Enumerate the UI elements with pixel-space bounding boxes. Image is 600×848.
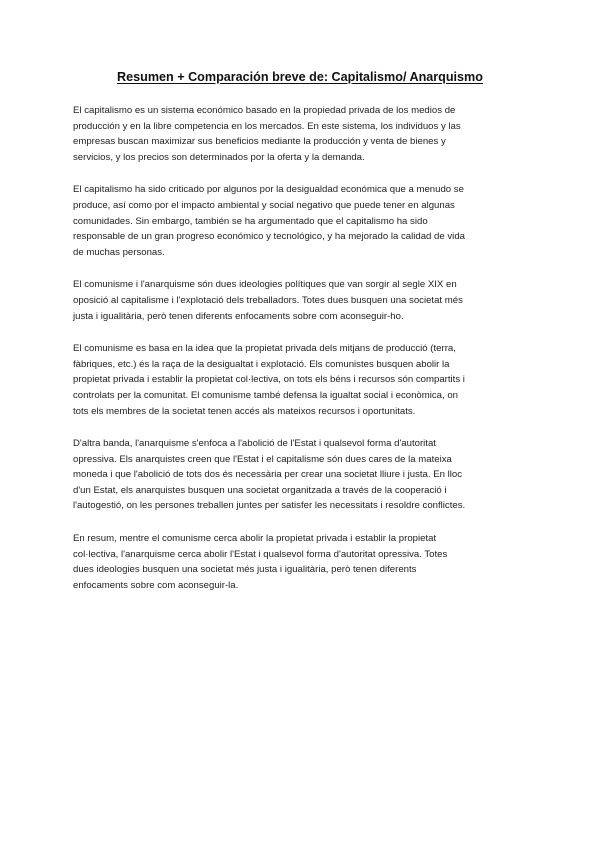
paragraph-ideologies-intro bbox=[73, 277, 529, 324]
text-line: oposició al capitalisme i l'explotació dels treballadors. Totes dues busquen una societat més bbox=[73, 294, 463, 306]
text-line: d'un Estat, els anarquistes busquen una societat organitzada a través de la cooperació i bbox=[73, 484, 447, 496]
text-line: servicios, y los precios son determinados por la oferta y la demanda. bbox=[73, 151, 365, 163]
text-line: producción y en la libre competencia en los mercados. En este sistema, los individuos y las bbox=[73, 120, 461, 132]
text-line: produce, así como por el impacto ambiental y social negativo que puede tener en algunas bbox=[73, 199, 455, 211]
paragraph-capitalism-criticism bbox=[73, 182, 529, 260]
text-line: de muchas personas. bbox=[73, 246, 165, 258]
paragraph-summary bbox=[73, 531, 529, 593]
document-title: Resumen + Comparación breve de: Capitalismo/ Anarquismo bbox=[117, 70, 483, 84]
text-line: D'altra banda, l'anarquisme s'enfoca a l'abolició de l'Estat i qualsevol forma d'autoritat bbox=[73, 438, 436, 450]
text-line: En resum, mentre el comunisme cerca abolir la propietat privada i establir la propietat bbox=[73, 533, 437, 545]
text-line: fàbriques, etc.) és la raça de la desigualtat i explotació. Els comunistes busquen abolir la bbox=[73, 358, 450, 370]
text-line: empresas buscan maximizar sus beneficios mediante la producción y venta de bienes y bbox=[73, 136, 446, 148]
text-line: enfocaments sobre com aconseguir-la. bbox=[73, 579, 239, 591]
text-line: moneda i que l'abolició de tots dos és necessària per crear una societat lliure i justa. En lloc bbox=[73, 469, 462, 481]
text-line: dues ideologies busquen una societat més justa i igualitària, però tenen diferents bbox=[73, 564, 417, 576]
text-line: controlats per la comunitat. El comunisme també defensa la igualtat social i econòmica, on bbox=[73, 389, 459, 401]
document-body bbox=[73, 103, 529, 610]
text-line: justa i igualitària, però tenen diferents enfocaments sobre com aconseguir-ho. bbox=[73, 310, 404, 322]
text-line: El capitalismo es un sistema económico basado en la propiedad privada de los medios de bbox=[73, 105, 456, 116]
text-line: responsable de un gran progreso económico y tecnológico, y ha mejorado la calidad de vida bbox=[73, 231, 465, 243]
text-line: El comunisme i l'anarquisme són dues ideologies polítiques que van sorgir al segle XIX en bbox=[73, 279, 457, 291]
paragraph-capitalism-definition bbox=[73, 103, 529, 165]
text-line: l'autogestió, on les persones treballen juntes per satisfer les necessitats i resoldre conflictes. bbox=[73, 500, 466, 512]
text-line: opressiva. Els anarquistes creen que l'Estat i el capitalisme són dues cares de la mateixa bbox=[73, 453, 452, 465]
text-line: comunidades. Sin embargo, también se ha argumentado que el capitalismo ha sido bbox=[73, 215, 428, 227]
paragraph-communism bbox=[73, 341, 529, 419]
text-line: col·lectiva, l'anarquisme cerca abolir l'Estat i qualsevol forma d'autoritat opressiva. Totes bbox=[73, 548, 448, 560]
text-line: El capitalismo ha sido criticado por algunos por la desigualdad económica que a menudo se bbox=[73, 184, 464, 196]
text-line: El comunisme es basa en la idea que la propietat privada dels mitjans de producció (terra, bbox=[73, 343, 456, 355]
text-line: propietat privada i establir la propietat col·lectiva, on tots els béns i recursos són compartits i bbox=[73, 374, 465, 386]
text-line: tots els membres de la societat tenen accés als mateixos recursos i oportunitats. bbox=[73, 405, 416, 417]
paragraph-anarchism bbox=[73, 436, 529, 514]
